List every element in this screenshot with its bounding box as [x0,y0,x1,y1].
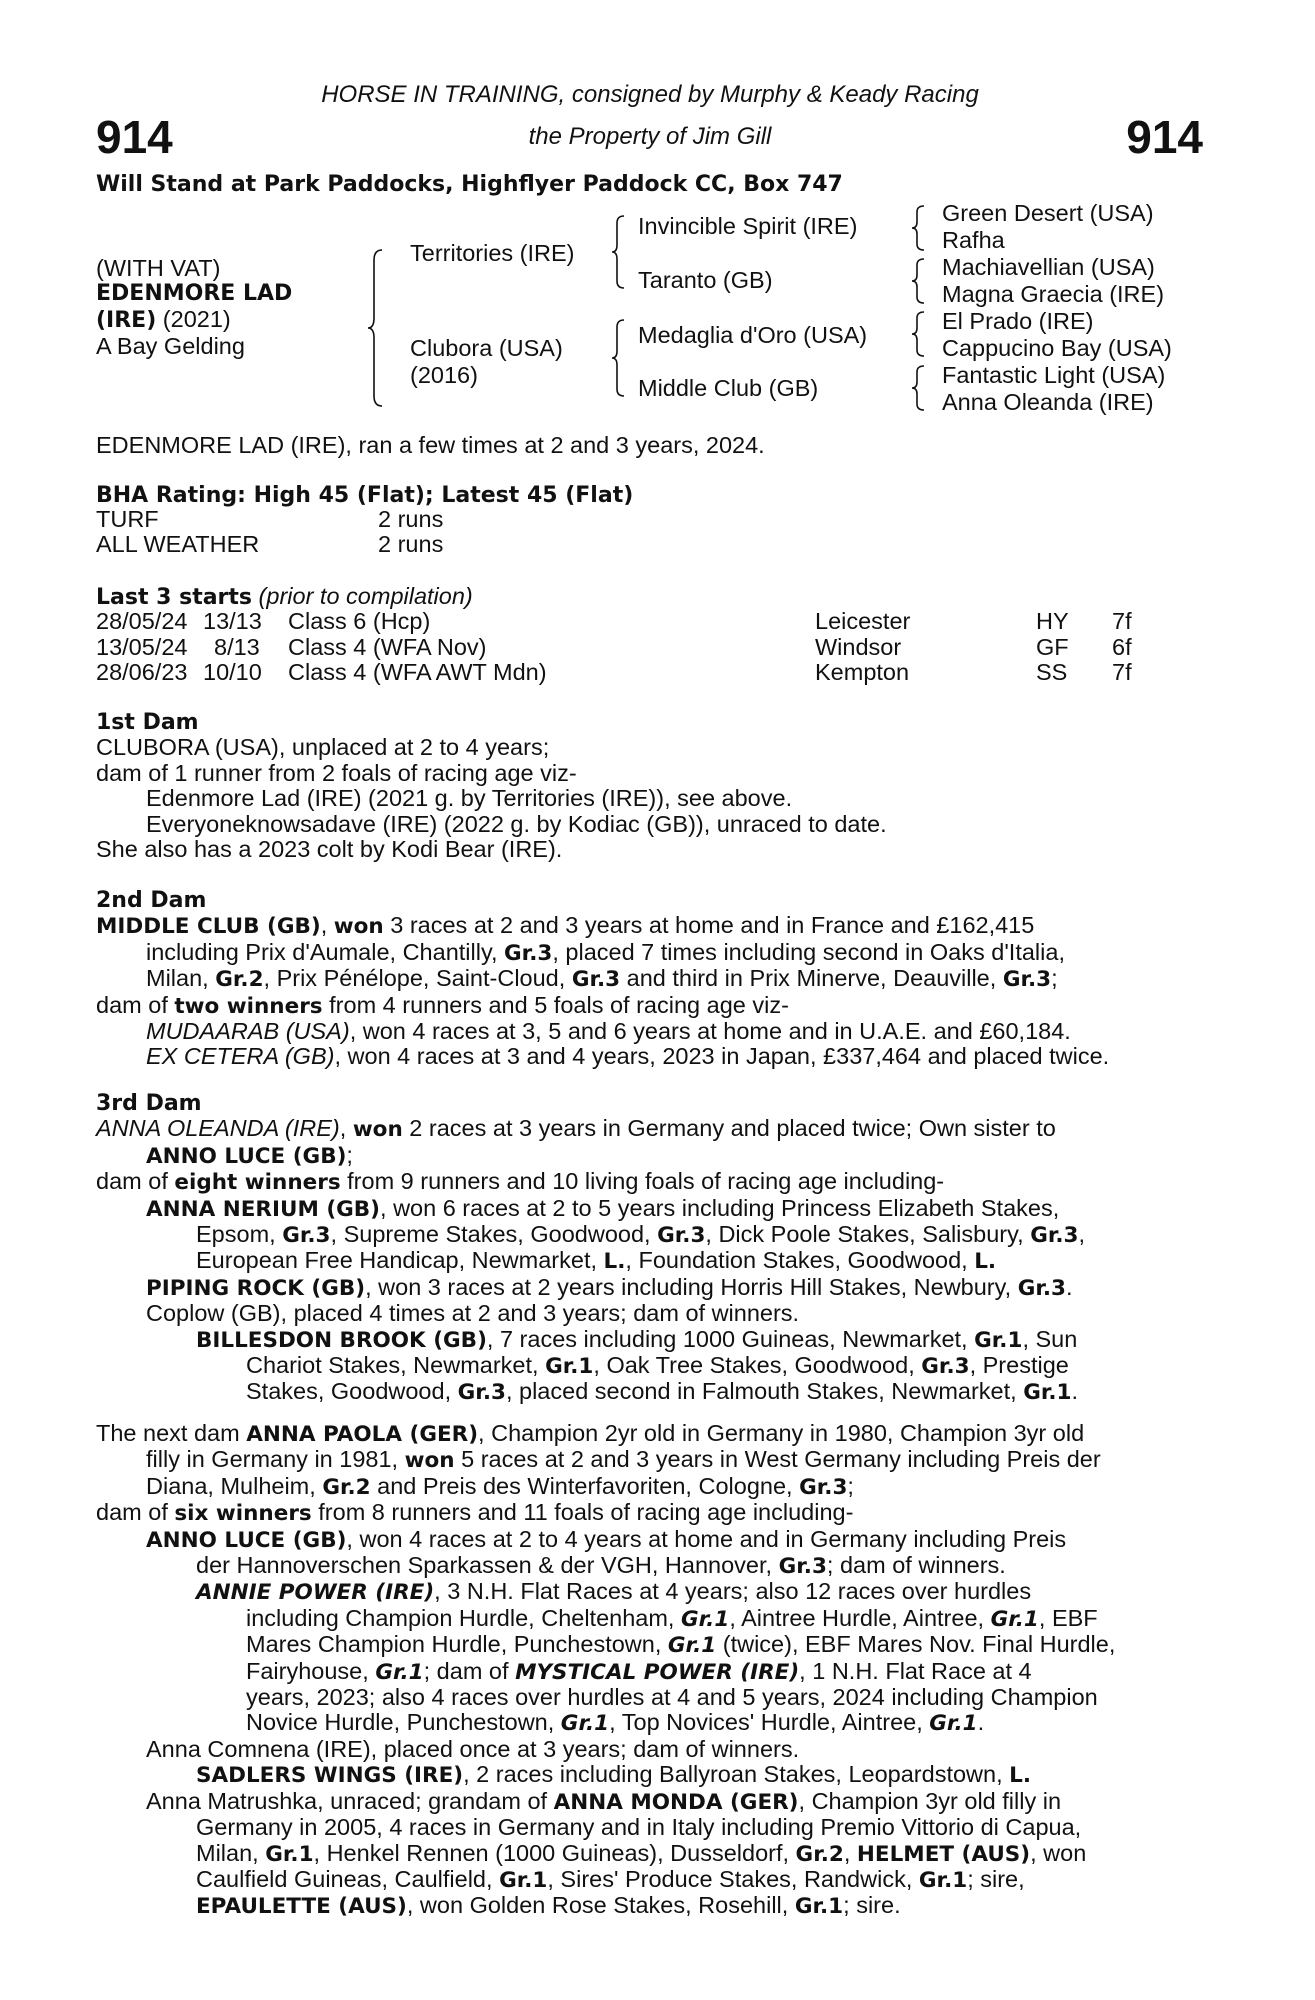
horse-name-bold: ANNA MONDA (GER) [553,1789,799,1815]
grade: Gr.1 [974,1327,1023,1353]
start-pos-2: 8/13 [214,634,260,660]
text: 3 races at 2 and 3 years at home and in France and £162,415 [383,912,1035,939]
text: and Preis des Winterfavoriten, Cologne, [370,1472,800,1499]
lot-number-right: 914 [1126,111,1203,163]
horse-origin: (IRE) [96,308,157,333]
horse-name-bold: ANNO LUCE (GB) [146,1143,347,1169]
next-dam-line [96,1606,1198,1632]
second-dam-line [96,913,1198,939]
text: , Supreme Stakes, Goodwood, [330,1221,658,1248]
third-dam-line [96,1248,1198,1274]
first-dam-line: Edenmore Lad (IRE) (2021 g. by Territories (IRE)), see above. [146,785,793,812]
pedigree-brace-dam [610,318,632,398]
grade: Gr.3 [778,1554,827,1580]
text-bold: won [352,1117,403,1143]
grade: Gr.3 [457,1380,506,1406]
next-dam-line [96,1867,1198,1893]
start-dist-2: 6f [1112,634,1132,660]
text: dam of [96,1168,175,1195]
horse-name-bold: HELMET (AUS) [856,1841,1031,1867]
text: 2 races at 3 years in Germany and placed twice; Own sister to [402,1115,1056,1142]
text: Mares Champion Hurdle, Punchestown, [246,1631,668,1658]
text: , won 3 races at 2 years including Horris Hill Stakes, Newbury, [365,1273,1018,1300]
pedigree-brace-g1 [910,204,930,252]
consignment-line: HORSE IN TRAINING, consigned by Murphy & Keady Racing [321,81,979,108]
text: . [977,1709,985,1736]
text: , Prestige [969,1352,1069,1379]
pedigree-sire: Territories (IRE) [410,240,575,266]
text: ; dam of winners. [826,1552,1006,1579]
first-dam-line: She also has a 2023 colt by Kodi Bear (IRE). [96,836,563,863]
third-dam-line [96,1222,1198,1248]
text: 5 races at 2 and 3 years in West Germany including Preis der [454,1446,1101,1473]
text: ; sire, [967,1865,1025,1892]
pedigree-g7: Fantastic Light (USA) [942,362,1166,388]
lot-number-left: 914 [96,111,173,163]
second-dam-title: 2nd Dam [96,888,207,913]
start-date-1: 28/05/24 [96,608,188,634]
horse-name-bold: ANNO LUCE (GB) [146,1527,347,1553]
next-dam-line [96,1841,1198,1867]
grade: Gr.1 [929,1711,978,1737]
rating-surface-2: ALL WEATHER [96,531,260,557]
grade: Gr.1 [794,1894,844,1920]
text: , won [1030,1839,1087,1866]
text: Stakes, Goodwood, [246,1378,458,1405]
start-race-1: Class 6 (Hcp) [288,608,431,634]
text: Milan, [146,965,216,992]
rating-surface-1: TURF [96,506,159,532]
horse-name-bold: SADLERS WINGS (IRE) [196,1763,464,1789]
grade: Gr.3 [282,1223,331,1249]
horse-origin-year [96,307,231,333]
text: , won Golden Rose Stakes, Rosehill, [406,1892,795,1919]
first-dam-line: CLUBORA (USA), unplaced at 2 to 4 years; [96,734,550,761]
text: . [1066,1273,1073,1300]
pedigree-sire-sire: Invincible Spirit (IRE) [638,213,858,239]
start-pos-3: 10/10 [203,659,262,685]
text: and third in Prix Minerve, Deauville, [620,965,1003,992]
next-dam-line: years, 2023; also 4 races over hurdles at 4 and 5 years, 2024 including Champion [246,1684,1098,1711]
horse-name-bold: ANNA PAOLA (GER) [246,1422,479,1447]
horse-name-bold-italic: MYSTICAL POWER (IRE) [515,1659,800,1685]
next-dam-line [96,1659,1198,1685]
property-line: the Property of Jim Gill [528,123,772,150]
grade: Gr.3 [504,940,553,966]
third-dam-line [96,1353,1198,1379]
text: Milan, [196,1839,266,1866]
text: , placed 7 times including second in Oaks d'Italia, [552,938,1065,965]
rating-runs-2: 2 runs [378,531,444,557]
next-dam-line: Anna Comnena (IRE), placed once at 3 years; dam of winners. [146,1735,800,1762]
third-dam-line [96,1275,1198,1301]
text: , [1078,1221,1086,1248]
horse-name-bold: ANNA NERIUM (GB) [146,1196,381,1222]
first-dam-line: dam of 1 runner from 2 foals of racing age viz- [96,759,577,786]
grade: Gr.3 [1017,1275,1067,1301]
next-dam-line [96,1893,1198,1919]
second-dam-line [96,993,1198,1019]
third-dam-line [96,1196,1198,1222]
text: , 2 races including Ballyroan Stakes, Leopardstown, [463,1761,1010,1788]
grade: Gr.1 [990,1606,1039,1632]
text: ; [847,1472,854,1499]
third-dam-line [96,1143,1198,1169]
next-dam-line [96,1710,1198,1736]
pedigree-dam-dam: Middle Club (GB) [638,375,819,401]
third-dam-title: 3rd Dam [96,1091,202,1116]
text: from 9 runners and 10 living foals of racing age including- [340,1168,945,1195]
second-dam-line [96,966,1198,992]
text: Diana, Mulheim, [146,1472,323,1499]
horse-name-italic: MUDAARAB (USA) [146,1018,350,1045]
pedigree-brace-g2 [910,257,930,305]
vat-note: (WITH VAT) [96,255,221,281]
text: ; [346,1141,353,1168]
start-pos-1: 13/13 [203,608,262,634]
pedigree-dam-sire: Medaglia d'Oro (USA) [638,322,868,348]
text: ; sire. [843,1892,901,1919]
text: , Champion 3yr old filly in [798,1787,1062,1814]
text: from 4 runners and 5 foals of racing age viz- [322,991,789,1018]
text: including Prix d'Aumale, Chantilly, [146,938,505,965]
text: der Hannoverschen Sparkassen & der VGH, Hannover, [196,1552,779,1579]
pedigree-g2: Rafha [942,227,1005,253]
grade: Gr.3 [921,1354,970,1380]
grade: Gr.3 [799,1474,848,1500]
third-dam-line: Coplow (GB), placed 4 times at 2 and 3 years; dam of winners. [146,1300,800,1327]
text: , Prix Pénélope, Saint-Cloud, [263,965,572,992]
next-dam-line [96,1421,1198,1447]
text: , placed second in Falmouth Stakes, Newmarket, [505,1378,1024,1405]
grade: Gr.3 [657,1223,706,1249]
text: , Oak Tree Stakes, Goodwood, [593,1352,922,1379]
grade: Gr.2 [215,967,264,993]
horse-name-bold: EPAULETTE (AUS) [196,1894,407,1920]
horse-year: (2021) [156,306,231,332]
next-dam-line [96,1447,1198,1473]
next-dam-line [96,1474,1198,1500]
grade: Gr.3 [1002,967,1052,993]
grade: Gr.1 [375,1659,424,1685]
next-dam-line [96,1579,1198,1605]
first-dam-line: Everyoneknowsadave (IRE) (2022 g. by Kodiac (GB)), unraced to date. [146,810,887,837]
text: , Sun [1022,1325,1078,1352]
text-bold: eight winners [174,1170,341,1196]
start-course-1: Leicester [815,608,911,634]
start-date-2: 13/05/24 [96,634,188,660]
text: , Champion 2yr old in Germany in 1980, Champion 3yr old [478,1420,1085,1446]
grade: Gr.2 [322,1474,371,1500]
rating-title: BHA Rating: High 45 (Flat); Latest 45 (Flat) [96,483,634,508]
horse-description: A Bay Gelding [96,333,245,359]
start-going-2: GF [1036,634,1069,660]
text: , EBF [1038,1604,1098,1631]
second-dam-line [96,1019,1198,1044]
text: , Aintree Hurdle, Aintree, [729,1604,991,1631]
grade: Gr.1 [265,1841,314,1867]
text: Caulfield Guineas, Caulfield, [196,1865,500,1892]
start-course-2: Windsor [815,634,902,660]
grade: L. [603,1249,626,1275]
text: Epsom, [196,1221,283,1248]
horse-name-bold: MIDDLE CLUB (GB) [96,914,321,940]
grade: Gr.1 [681,1606,730,1632]
third-dam-line [96,1327,1198,1353]
pedigree-sire-dam: Taranto (GB) [638,267,773,293]
second-dam-section [96,888,1198,1070]
start-dist-1: 7f [1112,608,1132,634]
grade: Gr.1 [1023,1380,1072,1406]
text: European Free Handicap, Newmarket, [196,1247,604,1274]
rating-runs-1: 2 runs [378,506,444,532]
second-dam-line [96,1044,1198,1069]
third-dam-line [96,1169,1198,1195]
text: . [1071,1378,1079,1405]
pedigree-brace-g3 [910,310,930,358]
starts-note: (prior to compilation) [252,583,473,609]
text: , [843,1839,857,1866]
text: (twice), EBF Mares Nov. Final Hurdle, [716,1631,1116,1658]
start-course-3: Kempton [815,659,910,685]
text: , Sires' Produce Stakes, Randwick, [547,1865,919,1892]
text: ; dam of [423,1657,516,1684]
grade: Gr.1 [667,1633,717,1659]
text: dam of [96,1499,175,1526]
grade: Gr.1 [918,1867,968,1893]
first-dam-section [96,710,1198,862]
next-dam-section [96,1421,1198,1920]
grade: Gr.3 [571,967,621,993]
pedigree-g8: Anna Oleanda (IRE) [942,389,1154,415]
pedigree-brace-g4 [910,364,930,412]
next-dam-line [96,1527,1198,1553]
text: Fairyhouse, [246,1657,376,1684]
text: Novice Hurdle, Punchestown, [246,1709,561,1736]
horse-name-bold: PIPING ROCK (GB) [146,1275,366,1301]
text: ; [1051,965,1058,992]
grade: Gr.2 [795,1841,844,1867]
horse-name: EDENMORE LAD [96,281,293,306]
text: , Foundation Stakes, Goodwood, [625,1247,975,1274]
horse-name-bold: BILLESDON BROOK (GB) [196,1327,487,1353]
pedigree-g4: Magna Graecia (IRE) [942,281,1165,307]
start-going-3: SS [1036,659,1068,685]
text: , 3 N.H. Flat Races at 4 years; also 12 races over hurdles [434,1578,1032,1605]
text: , Henkel Rennen (1000 Guineas), Dusseldorf, [313,1839,796,1866]
third-dam-line [96,1116,1198,1142]
text-bold: won [333,914,384,940]
first-dam-title: 1st Dam [96,710,199,735]
text: from 8 runners and 11 foals of racing age including- [311,1499,854,1526]
pedigree-dam-year: (2016) [410,362,478,388]
text-bold: six winners [174,1501,312,1527]
next-dam-line [96,1632,1198,1658]
grade: Gr.1 [545,1354,594,1380]
next-dam-line [96,1762,1198,1788]
third-dam-line [96,1379,1198,1405]
text: , Top Novices' Hurdle, Aintree, [609,1709,930,1736]
text: , [320,912,334,939]
pedigree-g5: El Prado (IRE) [942,308,1094,334]
text: dam of [96,991,175,1018]
text: , 7 races including 1000 Guineas, Newmarket, [486,1325,975,1352]
grade: L. [1009,1763,1032,1789]
text: including Champion Hurdle, Cheltenham, [246,1604,681,1631]
start-dist-3: 7f [1112,659,1132,685]
third-dam-section [96,1091,1198,1406]
grade: Gr.1 [499,1867,548,1893]
pedigree-dam-name: Clubora (USA) [410,335,563,361]
starts-header [96,584,473,610]
location-line: Will Stand at Park Paddocks, Highflyer Paddock CC, Box 747 [96,172,843,197]
grade: Gr.1 [560,1711,610,1737]
pedigree-g3: Machiavellian (USA) [942,254,1155,280]
pedigree-g6: Cappucino Bay (USA) [942,335,1172,361]
pedigree-g1: Green Desert (USA) [942,200,1154,226]
text: , Dick Poole Stakes, Salisbury, [705,1221,1031,1248]
pedigree-brace-sire [610,214,632,290]
next-dam-line [96,1789,1198,1815]
horse-name-bold-italic: ANNIE POWER (IRE) [196,1580,435,1606]
start-date-3: 28/06/23 [96,659,188,685]
text: , [339,1115,353,1142]
text: Chariot Stakes, Newmarket, [246,1352,546,1379]
text: Anna Matrushka, unraced; grandam of [146,1787,554,1814]
next-dam-line [96,1500,1198,1526]
text: , won 6 races at 2 to 5 years including Princess Elizabeth Stakes, [380,1194,1060,1221]
grade: L. [974,1249,997,1275]
horse-name-italic: EX CETERA (GB) [146,1043,335,1070]
next-dam-line [96,1553,1198,1579]
text: The next dam [96,1420,247,1446]
text-bold: two winners [174,993,323,1019]
second-dam-line [96,940,1198,966]
text: , won 4 races at 3 and 4 years, 2023 in Japan, £337,464 and placed twice. [334,1043,1110,1070]
pedigree-brace-main [366,248,390,408]
race-summary: EDENMORE LAD (IRE), ran a few times at 2 and 3 years, 2024. [96,432,765,458]
start-race-3: Class 4 (WFA AWT Mdn) [288,659,547,685]
start-going-1: HY [1036,608,1069,634]
starts-title: Last 3 starts [96,585,253,610]
start-race-2: Class 4 (WFA Nov) [288,634,487,660]
grade: Gr.3 [1030,1223,1079,1249]
text: , 1 N.H. Flat Race at 4 [799,1657,1032,1684]
horse-name-italic: ANNA OLEANDA (IRE) [96,1115,340,1142]
text: , won 4 races at 2 to 4 years at home and in Germany including Preis [346,1525,1067,1552]
text: , won 4 races at 3, 5 and 6 years at home and in U.A.E. and £60,184. [349,1018,1071,1045]
next-dam-line: Germany in 2005, 4 races in Germany and in Italy including Premio Vittorio di Capua, [196,1814,1082,1841]
text-bold: won [404,1448,455,1474]
text: filly in Germany in 1981, [146,1446,405,1473]
